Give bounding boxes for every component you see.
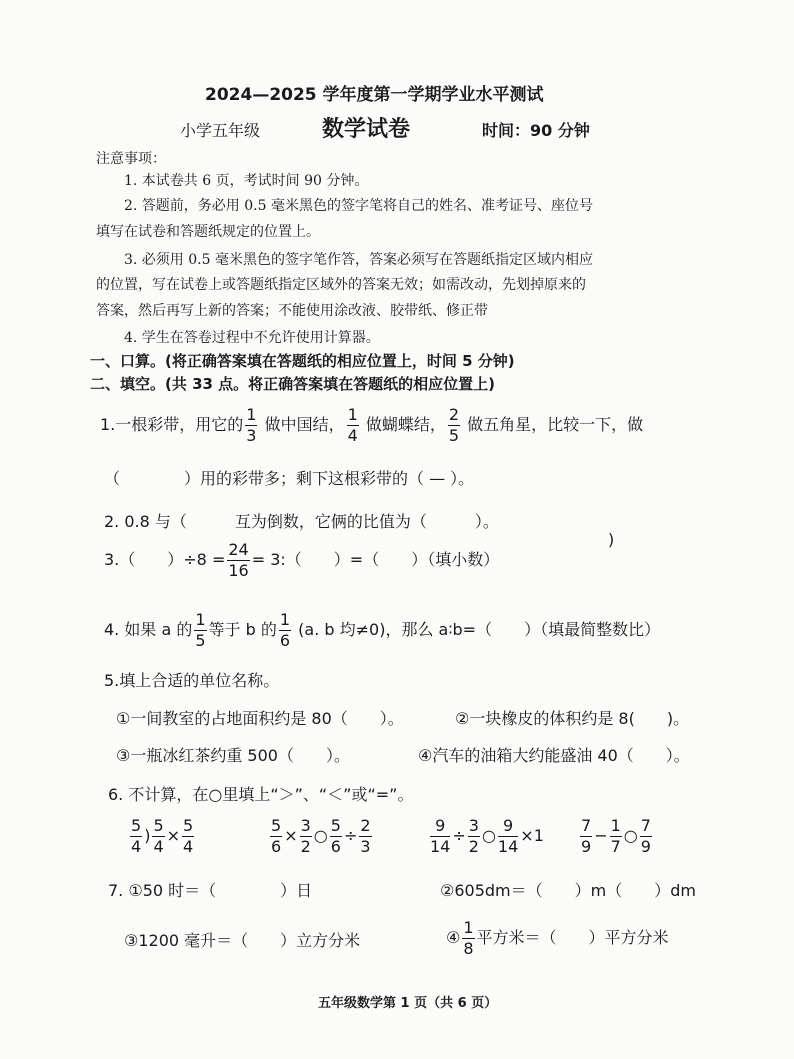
q6-expression-3 xyxy=(428,818,544,855)
question-2: 2. 0.8 与（ 互为倒数，它俩的比值为（ ）。 xyxy=(104,512,499,531)
q6e2-op-1: × xyxy=(284,826,298,845)
note-4: 4. 学生在答卷过程中不允许使用计算器。 xyxy=(124,330,380,346)
q6e1-op-1: ) xyxy=(144,826,151,845)
question-6-title: 6. 不计算，在○里填上“＞”、“＜”或“=”。 xyxy=(108,785,414,804)
note-2a: 2. 答题前，务必用 0.5 毫米黑色的签字笔将自己的姓名、准考证号、座位号 xyxy=(124,198,593,214)
notes-heading: 注意事项： xyxy=(96,151,166,167)
q6-expression-1 xyxy=(128,818,196,855)
q6e4-fraction-a: $\frac{7}{9}$ xyxy=(581,816,592,856)
question-4 xyxy=(104,608,660,652)
q6e2-fraction-c: $\frac{5}{6}$ xyxy=(330,816,341,856)
grade-label: 小学五年级 xyxy=(180,121,261,140)
q6e3-fraction-a: $\frac{9}{14}$ xyxy=(430,816,451,856)
q6e3-compare-circle[interactable]: ○ xyxy=(481,826,496,845)
q7-item-4 xyxy=(446,918,669,958)
q6e2-fraction-a: $\frac{5}{6}$ xyxy=(271,816,282,856)
q6e2-fraction-d: $\frac{2}{3}$ xyxy=(360,816,371,856)
q7-item-2: ②605dm＝（ ）m（ ）dm xyxy=(440,881,696,900)
note-1: 1. 本试卷共 6 页，考试时间 90 分钟。 xyxy=(124,173,369,189)
q4-text-b: 等于 b 的 xyxy=(208,620,277,639)
note-3a: 3. 必须用 0.5 毫米黑色的签字笔作答，答案必须写在答题纸指定区域内相应 xyxy=(124,252,593,268)
q1-line-2: （ ）用的彩带多；剩下这根彩带的（ — ）。 xyxy=(104,469,475,488)
q6e1-fraction-a: $\frac{5}{4}$ xyxy=(131,816,142,856)
q1-fraction-3: $\frac{2}{5}$ xyxy=(448,405,460,445)
q1-text-b: 做中国结， xyxy=(264,415,345,434)
q1-text-a: 1.一根彩带，用它的 xyxy=(100,415,244,434)
q1-text-d: 做五角星，比较一下，做 xyxy=(467,415,644,434)
q6-expression-2 xyxy=(268,818,374,855)
exam-title: 2024—2025 学年度第一学期学业水平测试 xyxy=(205,85,544,105)
q6e1-op-2: × xyxy=(166,826,181,845)
section-1-heading: 一、口算。(将正确答案填在答题纸的相应位置上，时间 5 分钟) xyxy=(90,352,515,370)
q5-item-3: ③一瓶冰红茶约重 500（ ）。 xyxy=(116,746,350,765)
q5-item-2: ②一块橡皮的体积约是 8( )。 xyxy=(455,709,690,728)
time-label: 时间：90 分钟 xyxy=(482,121,590,140)
q6e3-fraction-c: $\frac{9}{14}$ xyxy=(497,816,519,856)
q3-text-a: 3.（ ）÷8 = xyxy=(104,550,226,569)
q6-expression-4 xyxy=(578,818,654,855)
q7-item-3: ③1200 毫升＝（ ）立方分米 xyxy=(124,931,361,950)
q7-item-4-number: ④ xyxy=(446,928,461,947)
q1-text-c: 做蝴蝶结， xyxy=(365,415,446,434)
q5-item-1: ①一间教室的占地面积约是 80（ ）。 xyxy=(116,709,404,728)
subject-title: 数学试卷 xyxy=(322,116,411,142)
q6e3-op-1: ÷ xyxy=(452,826,466,845)
q5-item-4: ④汽车的油箱大约能盛油 40（ ）。 xyxy=(418,746,690,765)
q4-fraction-1: $\frac{1}{5}$ xyxy=(195,610,206,650)
note-3b: 的位置，写在试卷上或答题纸指定区域外的答案无效；如需改动，先划掉原来的 xyxy=(96,277,586,293)
q4-fraction-2: $\frac{1}{6}$ xyxy=(279,610,291,650)
q3-text-b: = 3:（ ）=（ ）（填小数） xyxy=(251,550,500,569)
q6e2-compare-circle[interactable]: ○ xyxy=(313,826,328,845)
q6e2-fraction-b: $\frac{3}{2}$ xyxy=(300,816,311,856)
q6e1-fraction-b: $\frac{5}{4}$ xyxy=(153,816,164,856)
q1-fraction-1: $\frac{1}{3}$ xyxy=(246,405,257,445)
q7-fraction: $\frac{1}{8}$ xyxy=(463,918,474,958)
q6e2-op-3: ÷ xyxy=(343,826,358,845)
q7-item-4-text: 平方米＝（ ）平方分米 xyxy=(476,928,669,947)
q3-stray-mark: ) xyxy=(608,530,615,549)
q6e3-tail: ×1 xyxy=(520,826,544,845)
question-3 xyxy=(104,538,499,582)
page-footer: 五年级数学第 1 页（共 6 页） xyxy=(318,996,498,1011)
q6e4-op-1: − xyxy=(594,826,608,845)
q4-text-a: 4. 如果 a 的 xyxy=(104,620,193,639)
section-2-heading: 二、填空。(共 33 点。将正确答案填在答题纸的相应位置上) xyxy=(90,375,496,393)
q6e3-fraction-b: $\frac{3}{2}$ xyxy=(468,816,479,856)
q4-text-c: (a. b 均≠0)，那么 a∶b=（ ）（填最简整数比） xyxy=(298,620,661,639)
q7-item-1: 7. ①50 时＝（ ）日 xyxy=(108,881,313,900)
note-2b: 填写在试卷和答题纸规定的位置上。 xyxy=(96,224,320,240)
q6e1-fraction-c: $\frac{5}{4}$ xyxy=(183,816,194,856)
question-1 xyxy=(100,405,643,445)
q6e4-fraction-b: $\frac{1}{7}$ xyxy=(610,816,621,856)
q6e4-compare-circle[interactable]: ○ xyxy=(623,826,638,845)
q1-fraction-2: $\frac{1}{4}$ xyxy=(347,405,358,445)
q6e4-fraction-c: $\frac{7}{9}$ xyxy=(640,816,651,856)
note-3c: 答案，然后再写上新的答案；不能使用涂改液、胶带纸、修正带 xyxy=(96,303,488,319)
q3-fraction: $\frac{24}{16}$ xyxy=(228,540,249,580)
question-5-title: 5.填上合适的单位名称。 xyxy=(104,671,280,690)
